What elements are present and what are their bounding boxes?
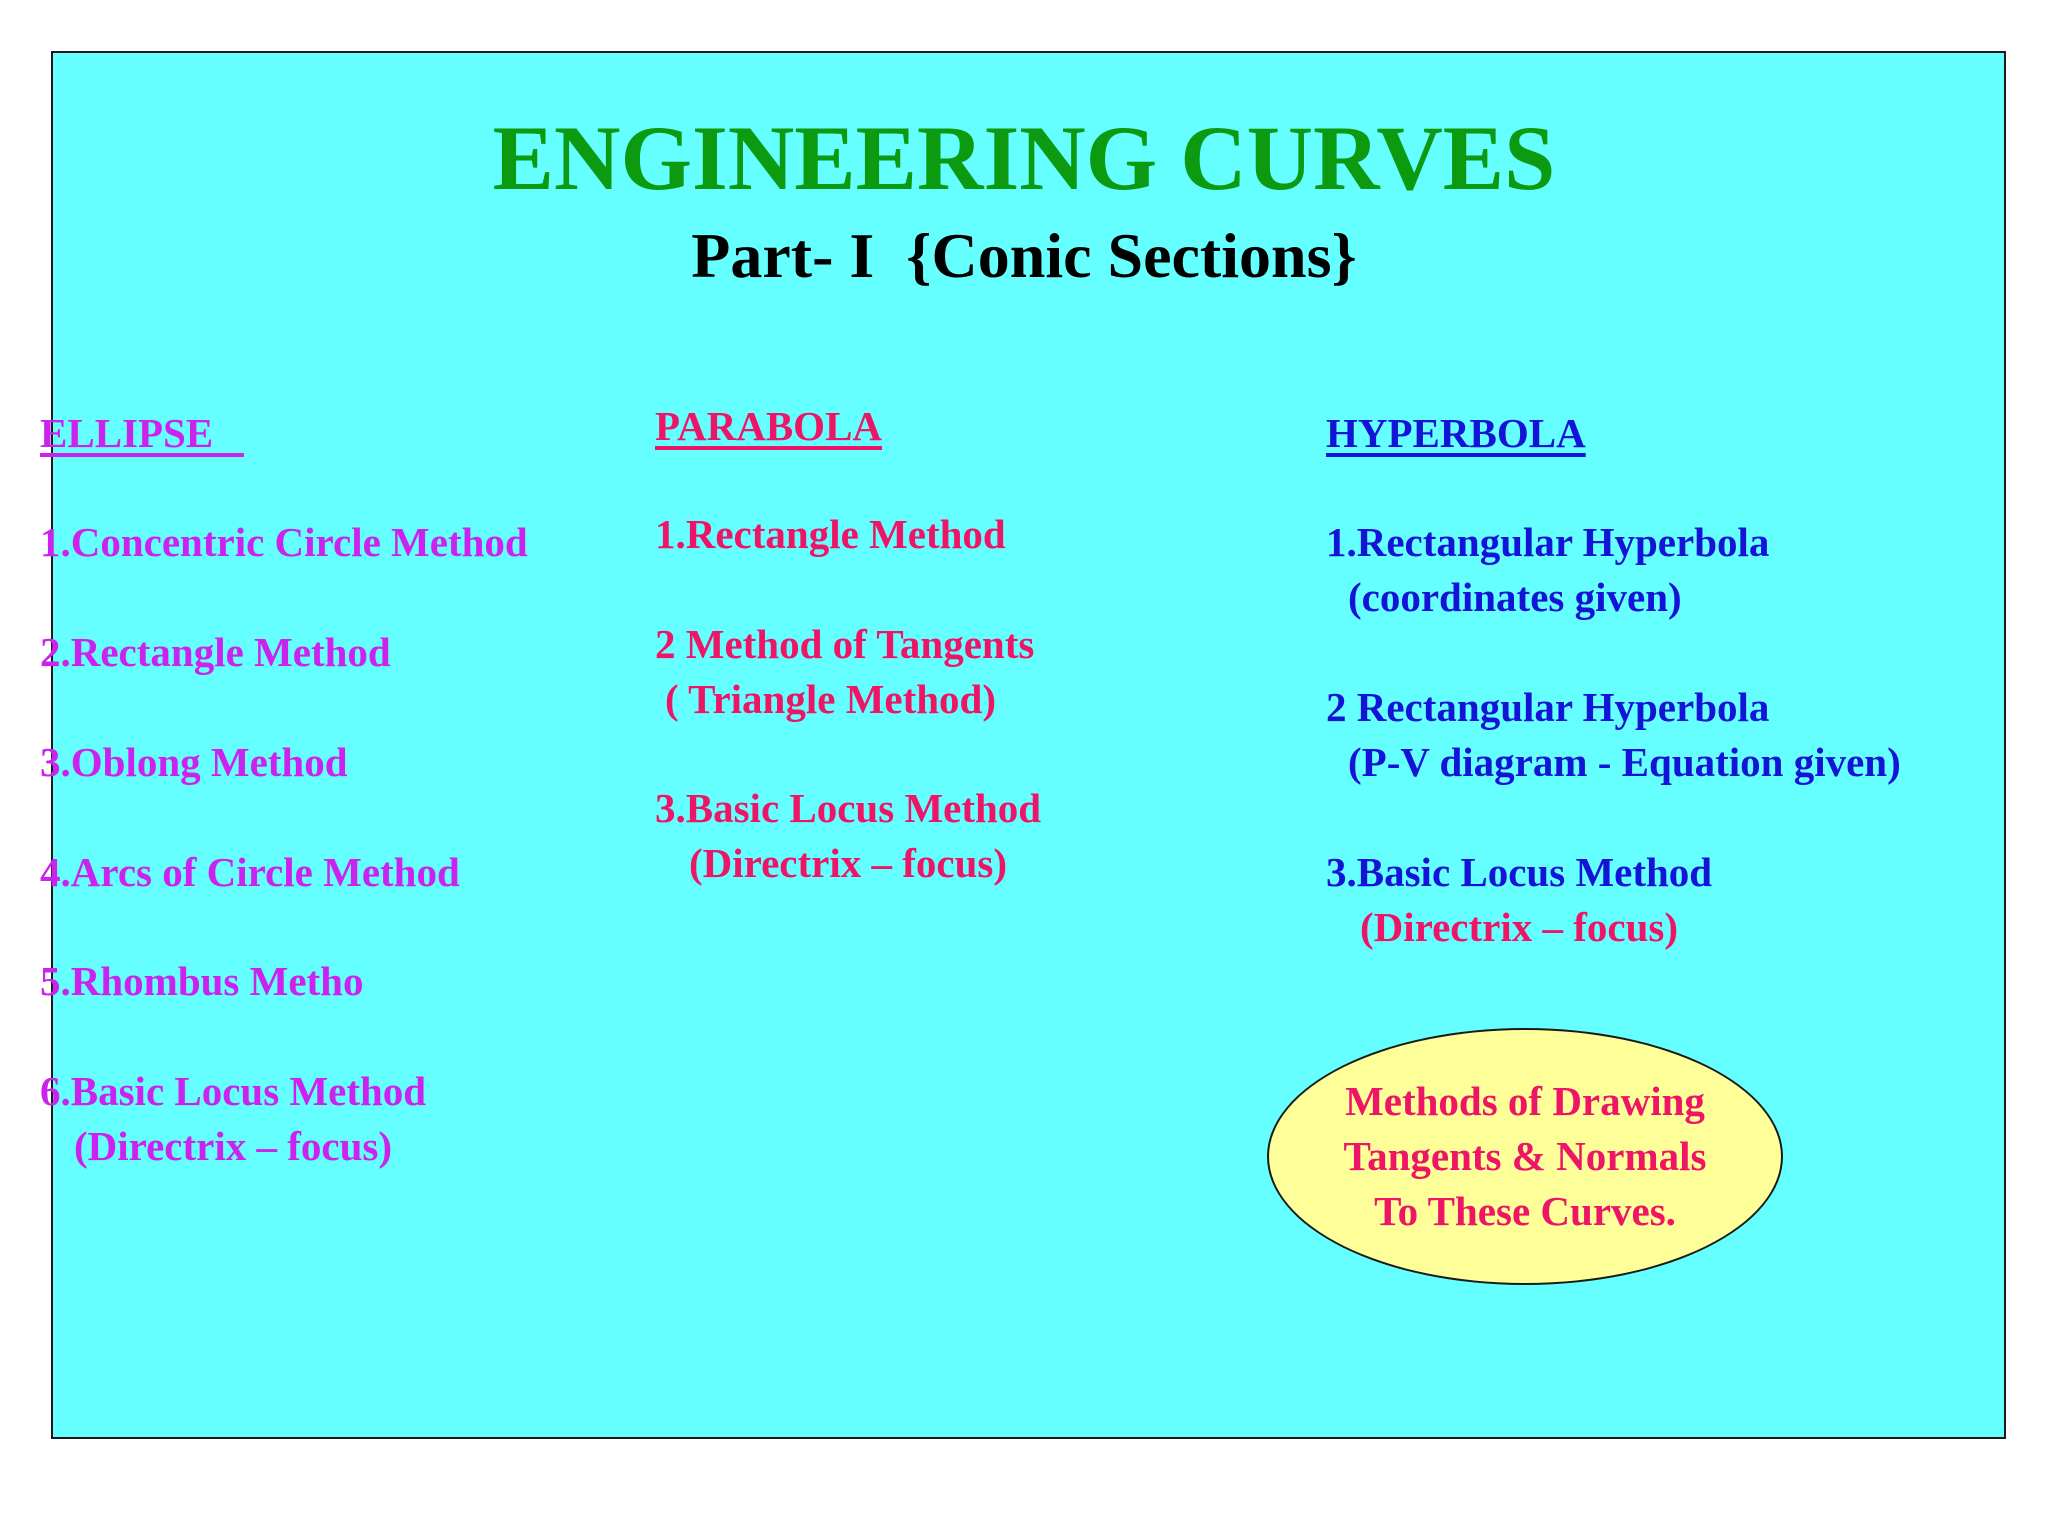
oval-line-1: Methods of Drawing: [1345, 1078, 1705, 1124]
page-title: ENGINEERING CURVES: [492, 107, 1556, 209]
hyperbola-item-1-sub: (coordinates given): [1348, 574, 1682, 620]
ellipse-item-5: 5.Rhombus Metho: [40, 958, 364, 1004]
parabola-item-3-sub: (Directrix – focus): [689, 840, 1008, 886]
hyperbola-heading: HYPERBOLA: [1326, 410, 1586, 456]
hyperbola-item-3: 3.Basic Locus Method: [1326, 849, 1713, 895]
ellipse-heading: ELLIPSE: [40, 410, 244, 456]
ellipse-item-6: 6.Basic Locus Method: [40, 1068, 427, 1114]
hyperbola-item-1: 1.Rectangular Hyperbola: [1326, 519, 1770, 565]
ellipse-item-3: 3.Oblong Method: [40, 739, 348, 785]
hyperbola-item-2-sub: (P-V diagram - Equation given): [1348, 739, 1901, 785]
oval-line-3: To These Curves.: [1374, 1188, 1676, 1234]
parabola-item-2-sub: ( Triangle Method): [665, 676, 997, 722]
hyperbola-item-3-sub: (Directrix – focus): [1360, 904, 1679, 950]
ellipse-item-1: 1.Concentric Circle Method: [40, 519, 528, 565]
hyperbola-item-2: 2 Rectangular Hyperbola: [1326, 684, 1770, 730]
oval-line-2: Tangents & Normals: [1343, 1133, 1707, 1179]
hyperbola-column: [1326, 0, 1901, 950]
ellipse-item-2: 2.Rectangle Method: [40, 629, 391, 675]
ellipse-item-6-sub: (Directrix – focus): [74, 1123, 393, 1169]
tangents-normals-oval[interactable]: [1267, 1028, 1783, 1285]
ellipse-column: [40, 0, 528, 1169]
parabola-item-2: 2 Method of Tangents: [655, 621, 1035, 667]
page-subtitle: Part- I {Conic Sections}: [691, 220, 1357, 291]
parabola-heading: PARABOLA: [655, 403, 883, 449]
oval-text: [1344, 1074, 1707, 1239]
parabola-item-1: 1.Rectangle Method: [655, 511, 1006, 557]
ellipse-item-4: 4.Arcs of Circle Method: [40, 849, 460, 895]
parabola-item-3: 3.Basic Locus Method: [655, 785, 1042, 831]
